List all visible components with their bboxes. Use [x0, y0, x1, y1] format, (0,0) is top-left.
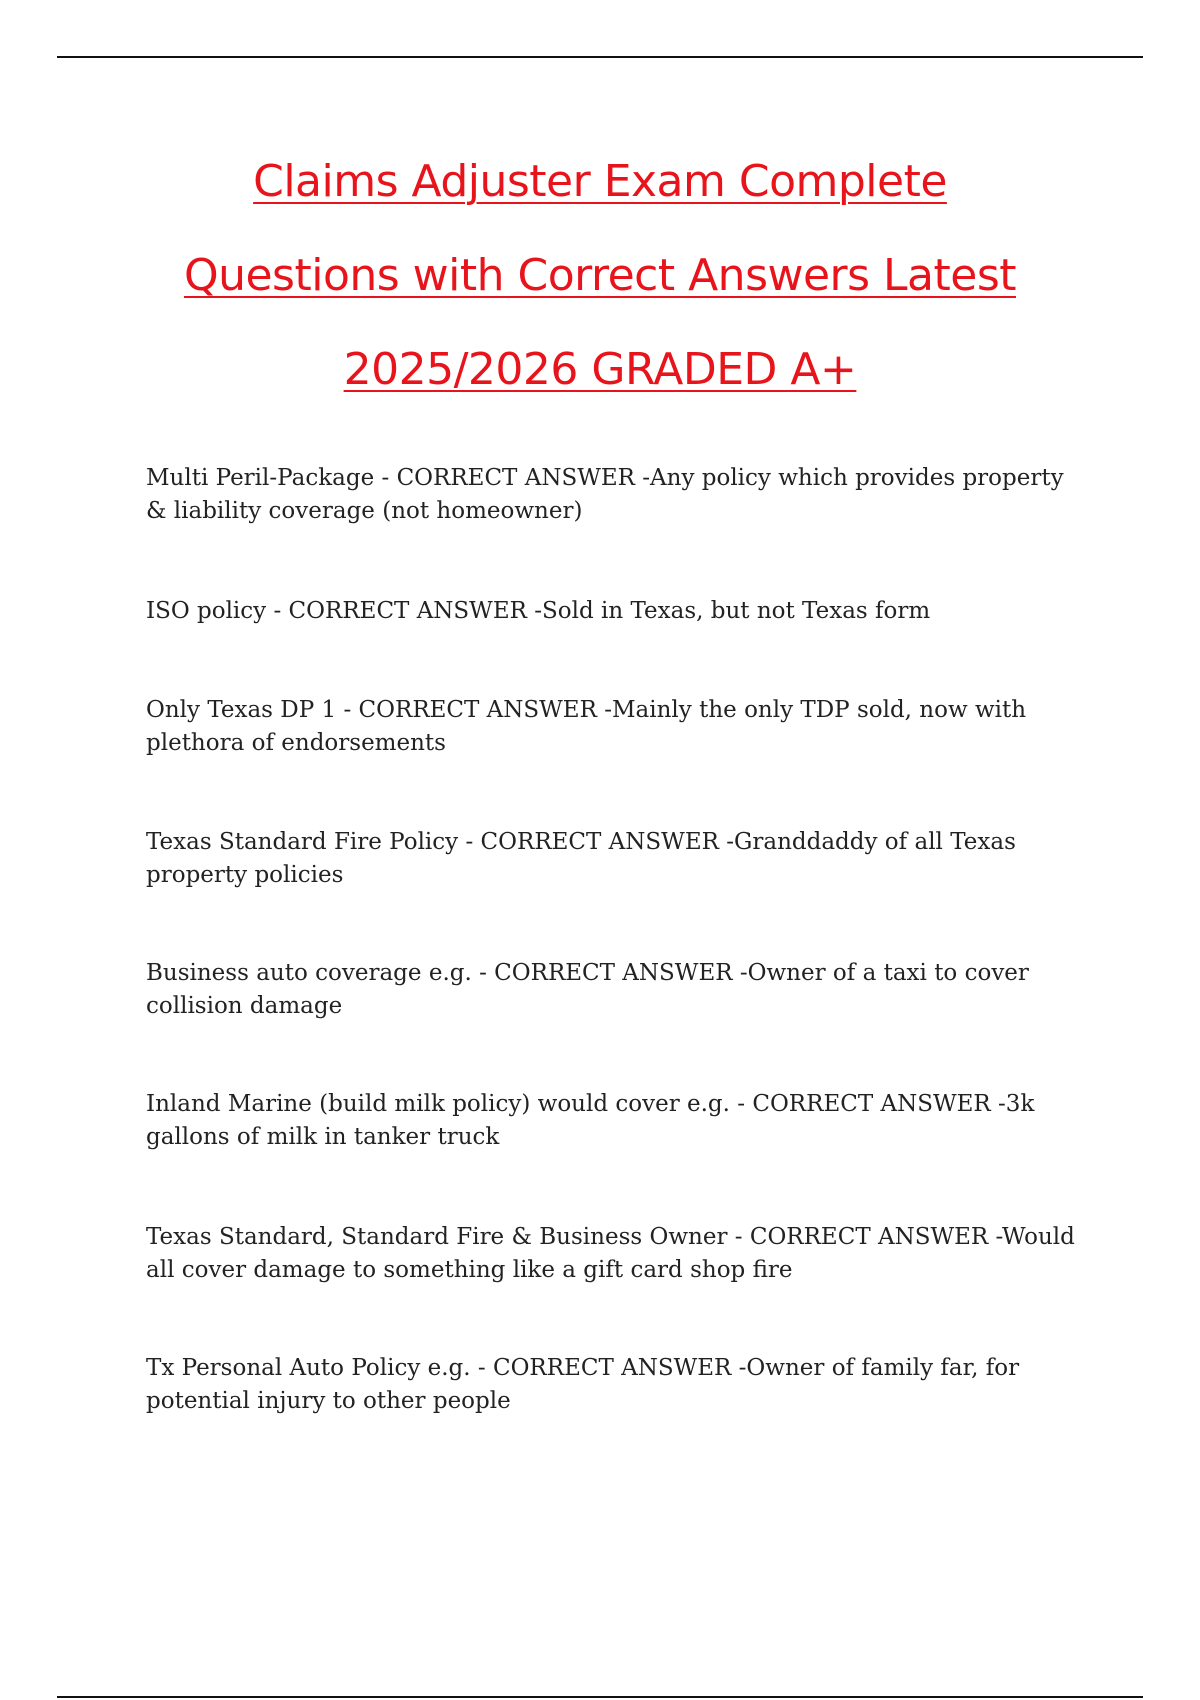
qa-item-texas-standard-fire: Texas Standard Fire Policy - CORRECT ANSWER -Granddaddy of all Texas property policies — [146, 829, 1016, 888]
title-line-1: Claims Adjuster Exam Complete — [253, 156, 947, 207]
qa-item-business-auto: Business auto coverage e.g. - CORRECT ANSWER -Owner of a taxi to cover collision damage — [146, 960, 1029, 1019]
qa-item-tx-personal-auto: Tx Personal Auto Policy e.g. - CORRECT ANSWER -Owner of family far, for potential injury to other people — [146, 1355, 1020, 1414]
footer-rule — [57, 1696, 1143, 1698]
title-line-3: 2025/2026 GRADED A+ — [343, 344, 857, 395]
qa-item-multi-peril-package: Multi Peril-Package - CORRECT ANSWER -Any policy which provides property & liability coverage (not homeowner) — [146, 465, 1064, 524]
qa-item-texas-dp1: Only Texas DP 1 - CORRECT ANSWER -Mainly the only TDP sold, now with plethora of endorsements — [146, 697, 1027, 756]
qa-item-texas-standard-business-owner: Texas Standard, Standard Fire & Business Owner - CORRECT ANSWER -Would all cover damage to something like a gift card shop fire — [146, 1224, 1075, 1283]
title-line-2: Questions with Correct Answers Latest — [183, 250, 1017, 301]
qa-item-inland-marine: Inland Marine (build milk policy) would cover e.g. - CORRECT ANSWER -3k gallons of milk in tanker truck — [146, 1091, 1035, 1150]
qa-item-iso-policy: ISO policy - CORRECT ANSWER -Sold in Texas, but not Texas form — [146, 598, 931, 624]
